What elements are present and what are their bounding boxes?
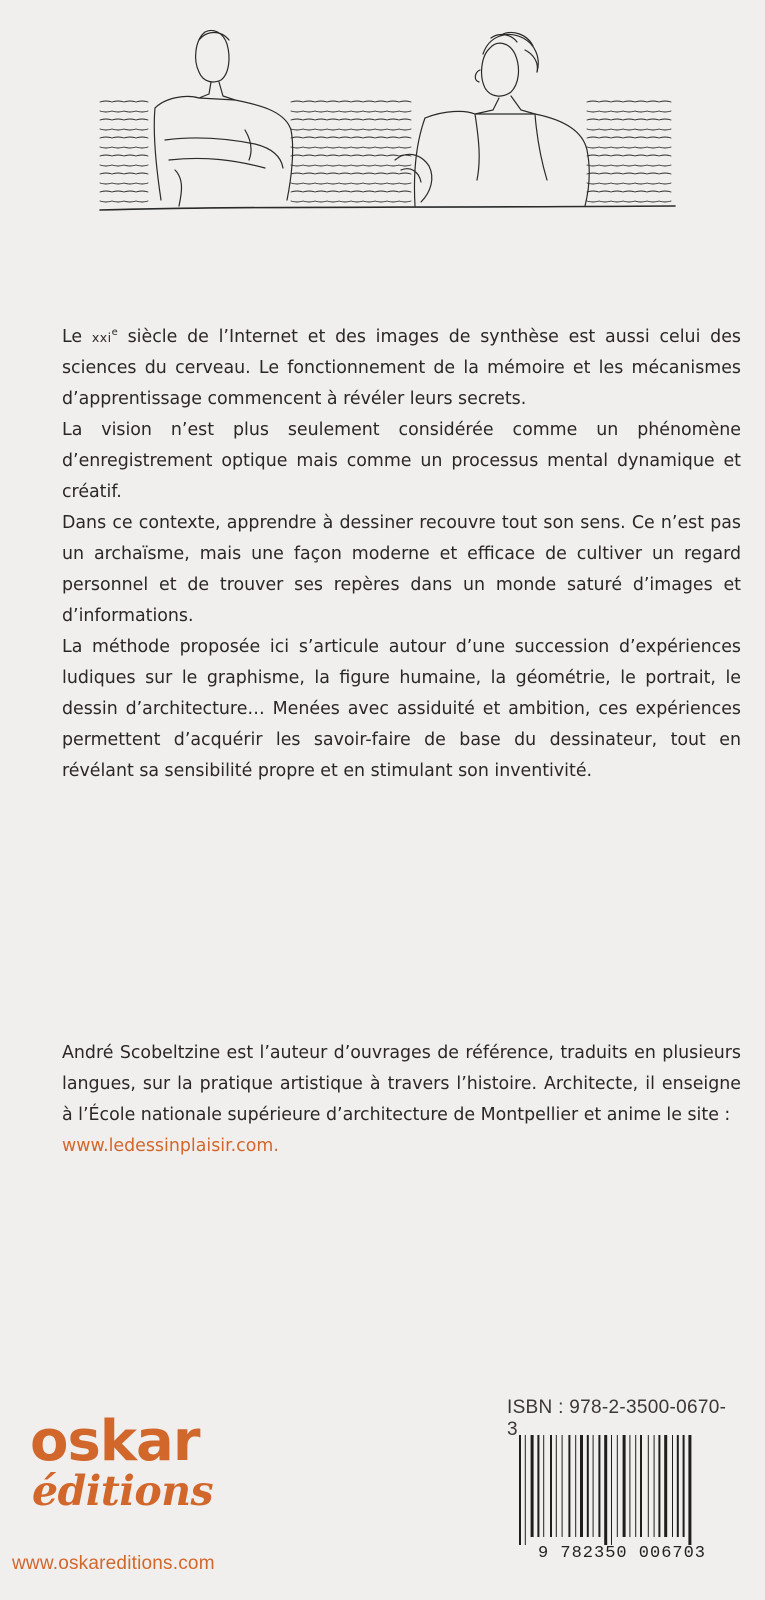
description-paragraph-3: Dans ce contexte, apprendre à dessiner recouvre tout son sens. Ce n’est pas un archaïsme, mais une façon moderne et efficace de cultiver un regard personnel et de trouver ses repères dans un monde saturé d’images et d’informations. — [62, 513, 741, 626]
barcode-bar — [543, 1435, 544, 1537]
hatch-line — [587, 137, 671, 138]
hatch-line — [291, 137, 411, 138]
description-paragraph-1: Le xxi$^e$ siècle de l’Internet et des images de synthèse est aussi celui des sciences du cerveau. Le fonctionnement de la mémoire et les mécanismes d’apprentissage commencent à révéler leurs secrets. — [62, 327, 741, 409]
hatch-line — [587, 201, 671, 202]
barcode-bar — [537, 1435, 539, 1537]
hatch-line — [100, 165, 148, 166]
hatch-line — [291, 183, 411, 184]
barcode — [507, 1433, 737, 1561]
barcode-bar — [640, 1435, 642, 1537]
hatch-line — [291, 111, 411, 112]
hatch-line — [291, 155, 411, 156]
barcode-bar — [519, 1435, 521, 1545]
hatch-line — [587, 111, 671, 112]
hatch-line — [587, 183, 671, 184]
sketch-hatching — [100, 101, 671, 202]
hatch-line — [291, 201, 411, 202]
hatch-line — [100, 183, 148, 184]
description-paragraph-4: La méthode proposée ici s’articule autour d’une succession d’expériences ludiques sur le graphisme, la figure humaine, la géométrie, le portrait, le dessin d’architecture… Menées avec assiduité et ambition, ces expériences permettent d’acquérir les savoir-faire de base du dessinateur, tout en révélant sa sensibilité propre et en stimulant son inventivité. — [62, 637, 741, 781]
barcode-bar — [598, 1435, 600, 1537]
author-website-link[interactable]: www.ledessinplaisir.com. — [62, 1136, 279, 1156]
hatch-line — [100, 147, 148, 148]
publisher-website-link[interactable]: www.oskareditions.com — [12, 1553, 215, 1574]
barcode-bar — [672, 1435, 673, 1537]
hatch-line — [291, 173, 411, 174]
hatch-line — [587, 173, 671, 174]
barcode-bar — [635, 1435, 636, 1537]
barcode-bar — [568, 1435, 570, 1537]
isbn-label: ISBN : 978-2-3500-0670-3 — [507, 1397, 727, 1440]
barcode-bar — [525, 1435, 526, 1545]
hatch-line — [291, 147, 411, 148]
hatch-line — [291, 165, 411, 166]
barcode-bar — [629, 1435, 630, 1537]
barcode-bar — [683, 1435, 685, 1537]
hatch-line — [100, 137, 148, 138]
author-bio — [62, 1038, 741, 1162]
hatch-line — [100, 111, 148, 112]
publisher-logo-subtitle: éditions — [32, 1467, 214, 1515]
hatch-line — [587, 147, 671, 148]
hatch-line — [587, 155, 671, 156]
barcode-bar — [604, 1435, 607, 1545]
description-text — [62, 322, 741, 787]
hatch-line — [291, 191, 411, 192]
barcode-bar — [556, 1435, 557, 1537]
barcode-bar — [611, 1435, 612, 1545]
hatch-line — [100, 173, 148, 174]
hatch-line — [291, 119, 411, 120]
hatch-line — [587, 119, 671, 120]
author-bio-text: André Scobeltzine est l’auteur d’ouvrages de référence, traduits en plusieurs langues, sur la pratique artistique à travers l’histoire. Architecte, il enseigne à l’École nationale supérieure d’architecture de Montpellier et anime le site : — [62, 1043, 741, 1125]
sketch-left-figure — [154, 31, 292, 207]
barcode-bars — [519, 1435, 691, 1545]
sketch-right-figure — [395, 33, 589, 207]
hatch-line — [100, 119, 148, 120]
barcode-bar — [617, 1435, 618, 1537]
hatch-line — [100, 101, 148, 102]
barcode-bar — [562, 1435, 563, 1537]
hatch-line — [291, 129, 411, 130]
barcode-bar — [593, 1435, 594, 1537]
barcode-bar — [658, 1435, 660, 1537]
hatch-line — [587, 191, 671, 192]
barcode-bar — [623, 1435, 626, 1537]
hatch-line — [100, 201, 148, 202]
hatch-line — [291, 101, 411, 102]
barcode-bar — [677, 1435, 679, 1537]
publisher-logo-name: oskar — [30, 1409, 200, 1474]
hatch-line — [100, 129, 148, 130]
barcode-bar — [575, 1435, 576, 1537]
barcode-bar — [531, 1435, 534, 1537]
barcode-bar — [550, 1435, 552, 1537]
hatch-line — [100, 155, 148, 156]
barcode-bar — [648, 1435, 649, 1537]
description-paragraph-2: La vision n’est plus seulement considérée comme un phénomène d’enregistrement optique mais comme un processus mental dynamique et créatif. — [62, 420, 741, 502]
cover-sketch-illustration — [95, 10, 685, 225]
barcode-bar — [654, 1435, 655, 1537]
hatch-line — [587, 129, 671, 130]
barcode-bar — [688, 1435, 691, 1545]
hatch-line — [587, 165, 671, 166]
barcode-digits: 9 782350 006703 — [537, 1544, 707, 1561]
hatch-line — [587, 101, 671, 102]
barcode-bar — [580, 1435, 583, 1537]
barcode-bar — [587, 1435, 589, 1537]
hatch-line — [100, 191, 148, 192]
barcode-bar — [664, 1435, 667, 1537]
